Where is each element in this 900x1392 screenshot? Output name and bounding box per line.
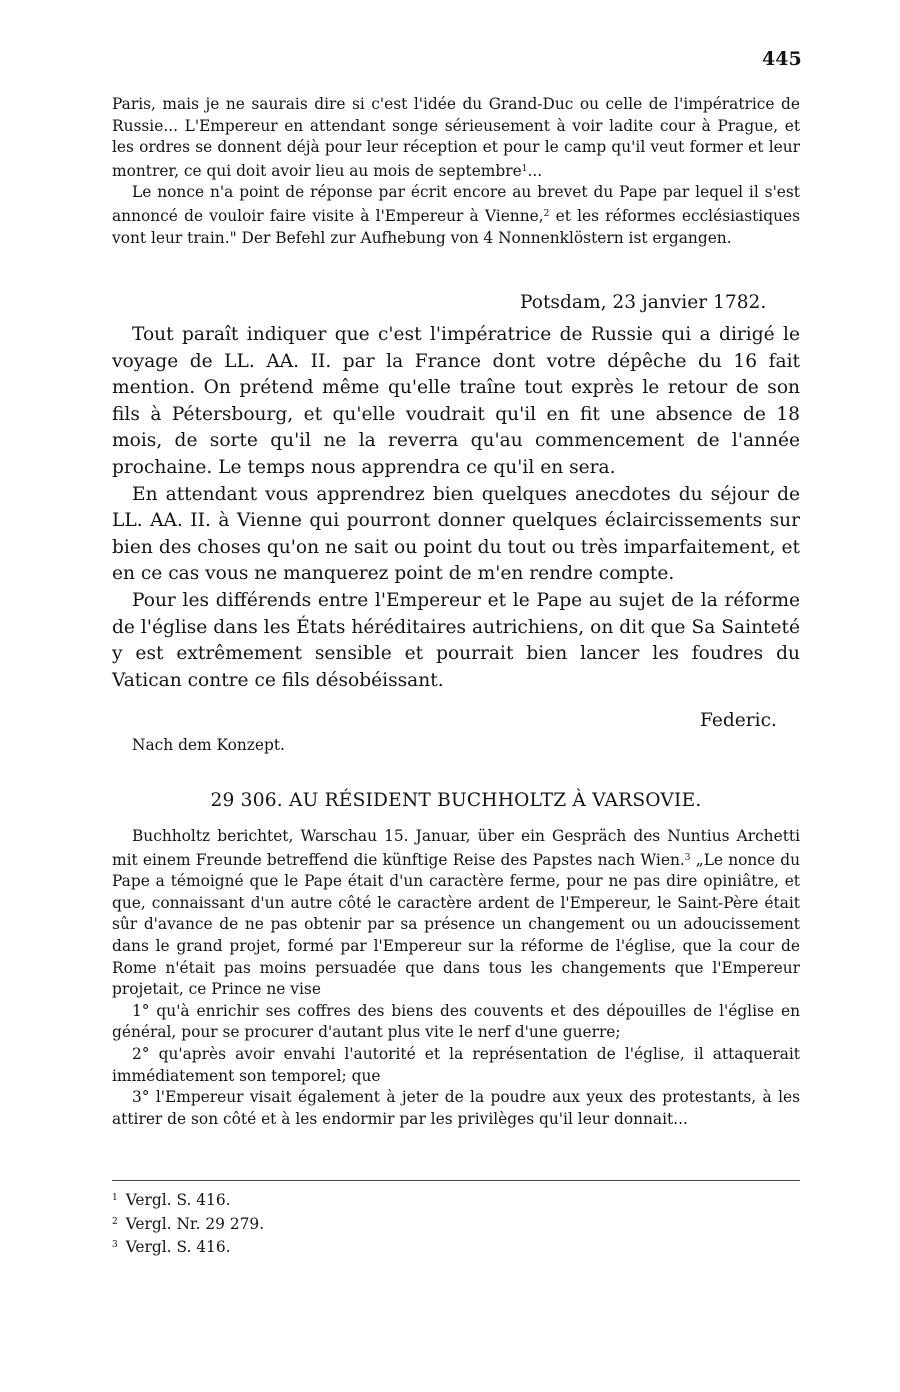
- letter-paragraph-1: Tout paraît indiquer que c'est l'impératrice de Russie qui a dirigé le voyage de LL. AA. II. par la France dont votre dépêche du 16 fait mention. On prétend même qu'elle traîne tout exprès le retour de son fils à Pétersbourg, et qu'elle voudrait qu'il en fit une absence de 18 mois, de sorte qu'il ne la reverra qu'au commencement de l'année prochaine. Le temps nous apprendra ce qu'il en sera.: [112, 324, 800, 478]
- intro-text: [112, 94, 800, 249]
- letter-body: [112, 322, 800, 694]
- footnotes: [112, 1188, 264, 1259]
- footnote-ref-3: 3: [684, 852, 691, 863]
- letter-date-line: Potsdam, 23 janvier 1782.: [520, 292, 767, 313]
- document-paragraph-1: Buchholtz berichtet, Warschau 15. Januar, über ein Gespräch des Nuntius Archetti mit einem Freunde betreffend die künftige Reise des Papstes nach Wien.$^3$ „Le nonce du Pape a témoigné que le Pape était d'un caractère ferme, pour ne pas dire opiniâtre, et que, connaissant d'un autre côté le caractère ardent de l'Empereur, le Saint-Père était sûr d'avance de ne pas obtenir par sa présence un changement ou un adoucissement dans le grand projet, formé par l'Empereur sur la réforme de l'église, que la cour de Rome n'était pas moins persuadée que dans tous les changements que l'Empereur projetait, ce Prince ne vise: [112, 827, 801, 999]
- list-item: 2° qu'après avoir envahi l'autorité et la représentation de l'église, il attaquerait immédiatement son temporel; que: [112, 1044, 800, 1085]
- footnote-ref-2: 2: [543, 208, 550, 219]
- intro-paragraph-1: Paris, mais je ne saurais dire si c'est l'idée du Grand-Duc ou celle de l'impératrice de Russie... L'Empereur en attendant songe sérieusement à voir ladite cour à Prague, et les ordres se donnent déjà pour leur réception et pour le camp qu'il veut former et leur montrer, ce qui doit avoir lieu au mois de septembre$^1$...: [112, 95, 800, 180]
- source-note: Nach dem Konzept.: [132, 736, 285, 754]
- letter-paragraph-3: Pour les différends entre l'Empereur et le Pape au sujet de la réforme de l'église dans les États héréditaires autrichiens, on dit que Sa Sainteté y est extrêmement sensible et pourrait bien lancer les foudres du Vatican contre ce fils désobéissant.: [112, 589, 800, 691]
- intro-paragraph-2: Le nonce n'a point de réponse par écrit encore au brevet du Pape par lequel il s'est annoncé de vouloir faire visite à l'Empereur à Vienne,$^2$ et les réformes ecclésiastiques vont leur train." Der Befehl zur Aufhebung von 4 Nonnenklöstern ist ergangen.: [112, 183, 800, 247]
- list-item: 1° qu'à enrichir ses coffres des biens des couvents et des dépouilles de l'église en général, pour se procurer d'autant plus vite le nerf d'une guerre;: [112, 1001, 800, 1042]
- list-item: 3° l'Empereur visait également à jeter de la poudre aux yeux des protestants, à les attirer de son côté et à les endormir par les privilèges qu'il leur donnait...: [112, 1088, 800, 1128]
- footnote-ref-1: 1: [521, 163, 528, 174]
- page-number: 445: [762, 48, 802, 70]
- document-heading: 29 306. AU RÉSIDENT BUCHHOLTZ À VARSOVIE.: [210, 790, 702, 811]
- letter-paragraph-2: En attendant vous apprendrez bien quelques anecdotes du séjour de LL. AA. II. à Vienne qui pourront donner quelques éclaircissements sur bien des choses qu'on ne sait ou point du tout ou très imparfaitement, et en ce cas vous ne manquerez point de m'en rendre compte.: [112, 483, 800, 585]
- signature: Federic.: [700, 710, 777, 731]
- document-body: [112, 826, 800, 1130]
- footnote-3: $^3$ Vergl. S. 416.: [112, 1238, 231, 1256]
- footnote-2: $^2$ Vergl. Nr. 29 279.: [112, 1214, 265, 1233]
- footnote-1: $^1$ Vergl. S. 416.: [112, 1191, 231, 1209]
- footnote-divider: [112, 1180, 800, 1181]
